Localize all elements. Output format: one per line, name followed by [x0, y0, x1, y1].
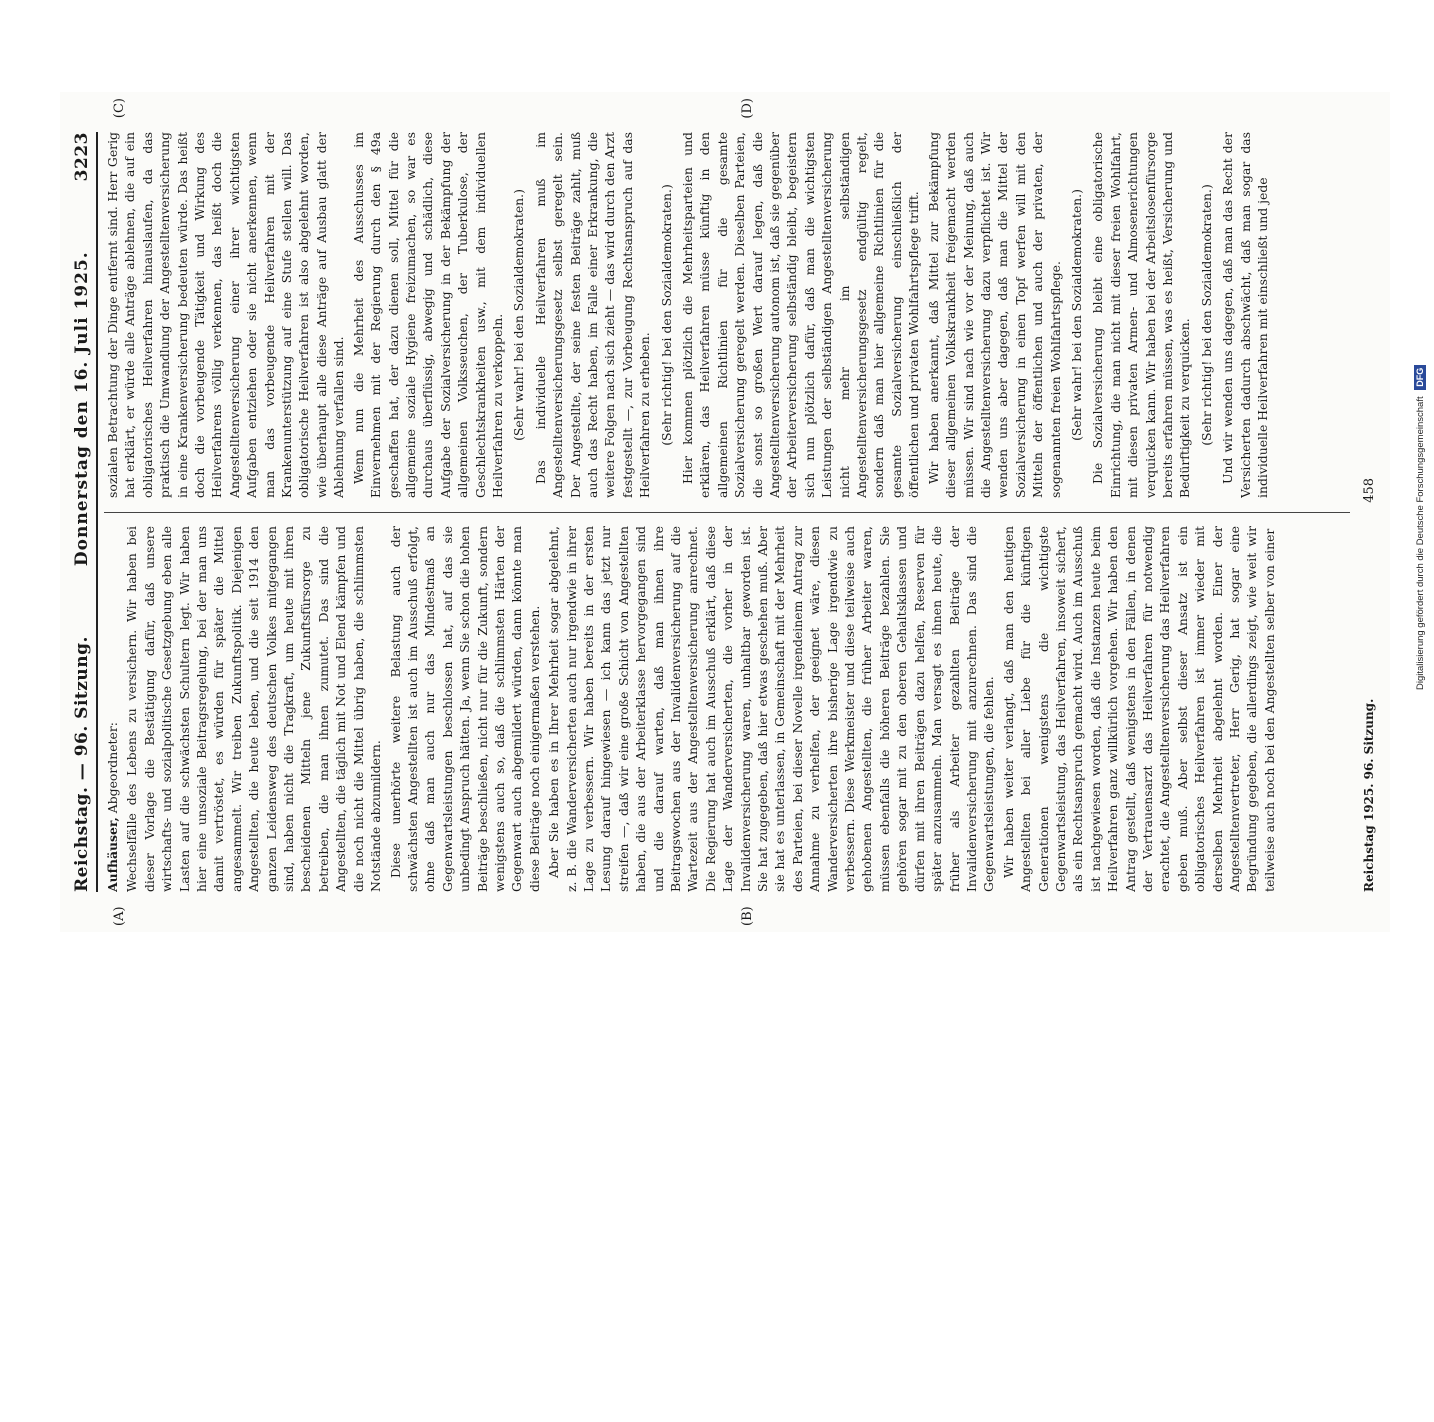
paragraph: Und wir wenden uns dagegen, daß man das Recht der Versicherten dadurch abschwächt, daß man sogar das individuelle Heilverfahren mit einschließt und jede	[1220, 132, 1270, 498]
credit-text: Digitalisierung gefördert durch die Deutsche Forschungsgemeinschaft	[1415, 396, 1426, 690]
paragraph: Wenn nun die Mehrheit des Ausschusses im Einvernehmen mit der Regierung durch den § 49a geschaffen hat, der dazu dienen soll, Mittel für die allgemeine soziale Hygiene freizumachen, so war es durchaus überflüssig, abwegig und schädlich, diese Aufgabe der Sozialversicherung in der Bekämpfung der allgemeinen Volksseuchen, der Tuberkulose, der Geschlechtskrankheiten usw., mit dem individuellen Heilverfahren zu verkoppeln.	[350, 132, 505, 498]
scanned-page	[60, 92, 1377, 1422]
margin-letter-d: (D)	[740, 98, 755, 119]
paragraph: Wir haben anerkannt, daß Mittel zur Bekämpfung dieser allgemeinen Volkskrankheit freigemacht werden müssen. Wir sind nach wie vor der Meinung, daß auch die Angestelltenversicherung dazu verpflichtet ist. Wir wenden uns aber dagegen, daß man die Mittel der Sozialversicherung in einen Topf werfen will mit den Mitteln der öffentlichen und auch der privaten, der sogenannten freien Wohlfahrtspflege.	[925, 132, 1063, 498]
speaker-line	[104, 526, 121, 892]
paragraph: Wir haben weiter verlangt, daß man den heutigen Angestellten bei aller Liebe für die künftigen Generationen wenigstens die wichtigste Gegenwartsleistung, das Heilverfahren, insoweit sichert, als ein Rechtsanspruch gemacht wird. Auch im Ausschuß ist nachgewiesen worden, daß die Instanzen heute beim Heilverfahren ganz willkürlich vorgehen. Wir haben den Antrag gestellt, daß wenigstens in den Fällen, in denen der Vertrauensarzt das Heilverfahren für notwendig erachtet, die Angestelltenversicherung das Heilverfahren geben muß. Aber selbst dieser Ansatz ist ein obligatorisches Heilverfahren ist immer wieder mit derselben Mehrheit abgelehnt worden. Einer der Angestelltenvertreter, Herr Gerig, hat sogar eine Begründung gegeben, die allerdings zeigt, wie weit wir teilweise auch noch bei den Angestellten selber von einer	[1000, 526, 1277, 892]
text-columns	[104, 132, 1350, 892]
right-column	[104, 132, 1350, 498]
paragraph: Wechselfälle des Lebens zu versichern. Wir haben bei dieser Vorlage die Bestätigung dafür, daß unsere wirtschafts- und sozialpolitische Gesetzgebung eben alle Lasten auf die schwächsten Schultern legt. Wir haben hier eine unsoziale Beitragsregelung, bei der man uns damit vertröstet, es würden für später die Mittel angesammelt. Wir treiben Zukunftspolitik. Diejenigen Angestellten, die heute leben, und die seit 1914 den ganzen Leidensweg des deutschen Volkes mitgegangen sind, haben nicht die Tragkraft, um heute mit ihren bescheidenen Mitteln jene Zukunftsfürsorge zu betreiben, die man ihnen zumutet. Das sind die Angestellten, die täglich mit Not und Elend kämpfen und die noch nicht die Mittel übrig haben, die schlimmsten Notstände abzumildern.	[124, 526, 384, 892]
page-footer	[1358, 132, 1380, 892]
paragraph: Das individuelle Heilverfahren muß im Angestelltenversicherungsgesetz selbst geregelt sein. Der Angestellte, der seine festen Beiträge zahlt, muß auch das Recht haben, im Falle einer Erkrankung, die weitere Folgen nach sich zieht — das wird durch den Arzt festgestellt —, zur Vorbeugung Rechtsanspruch auf das Heilverfahren zu erheben.	[532, 132, 653, 498]
applause-note: (Sehr richtig! bei den Sozialdemokraten.)	[1198, 184, 1214, 446]
footer-session: Reichstag 1925. 96. Sitzung.	[1362, 698, 1376, 892]
paragraph: Diese unerhörte weitere Belastung auch der schwächsten Angestellten ist auch im Ausschuß erfolgt, ohne daß man auch nur das Mindestmaß an Gegenwartsleistungen beschlossen hat, auf das sie unbedingt Anspruch hätten. Ja, wenn Sie schon die hohen Beiträge beschließen, nicht nur für die Zukunft, sondern wenigstens auch so, daß die schlimmsten Härten der Gegenwart auch abgemildert würden, dann könnte man diese Beiträge noch einigermaßen verstehen.	[387, 526, 542, 892]
applause-note: (Sehr wahr! bei den Sozialdemokraten.)	[1068, 189, 1084, 441]
speaker-role: Abgeordneter:	[105, 722, 120, 814]
paragraph: Hier kommen plötzlich die Mehrheitsparteien und erklären, das Heilverfahren müsse künftig in den allgemeinen Richtlinien für die gesamte Sozialversicherung geregelt werden. Dieselben Parteien, die sonst so großen Wert darauf legen, daß die Angestelltenversicherung autonom ist, daß sie gegenüber der Arbeiterversicherung selbständig bleibt, begeistern sich nun plötzlich dafür, daß man die wichtigsten Leistungen der selbständigen Angestelltenversicherung nicht mehr im selbständigen Angestelltenversicherungsgesetz endgültig regelt, sondern daß man hier allgemeine Richtlinien für die gesamte Sozialversicherung einschließlich der öffentlichen und privaten Wohlfahrtspflege trifft.	[680, 132, 922, 498]
running-head	[68, 132, 98, 892]
paragraph: Aber Sie haben es in Ihrer Mehrheit sogar abgelehnt, z. B. die Wanderversicherten auch nur irgendwie in ihrer Lage zu verbessern. Wir haben bereits in der ersten Lesung darauf hingewiesen — ich kann das jetzt nur streifen —, daß wir eine große Schicht von Angestellten haben, die aus der Arbeiterklasse hervorgegangen sind und die darauf warten, daß man ihnen ihre Beitragswochen aus der Invalidenversicherung auf die Wartezeit aus der Angestelltenversicherung anrechnet. Die Regierung hat auch im Ausschuß erklärt, daß diese Lage der Wanderversicherten, die vorher in der Invalidenversicherung waren, unhaltbar geworden ist. Sie hat zugegeben, daß hier etwas geschehen muß. Aber sie hat es unterlassen, in Gemeinschaft mit der Mehrheit des Parteien, bei dieser Novelle irgendeinem Antrag zur Annahme zu verhelfen, der geeignet wäre, diesen Wanderversicherten ihre bisherige Lage irgendwie zu verbessern. Diese Werkmeister und diese teilweise auch gehobenen Angestellten, die früher Arbeiter waren, müssen ebenfalls die höheren Beiträge bezahlen. Sie gehören sogar mit zu den oberen Gehaltsklassen und dürfen mit ihren Beiträgen dazu helfen, Reserven für später anzusammeln. Man versagt es ihnen heute, die früher als Arbeiter gezahlten Beiträge der Invalidenversicherung mit anzurechnen. Das sind die Gegenwartsleistungen, die fehlen.	[546, 526, 997, 892]
footer-page-number: 458	[1361, 477, 1377, 503]
left-column	[104, 526, 1350, 892]
header-date: Donnerstag den 16. Juli 1925.	[72, 251, 92, 567]
digitization-credit	[1412, 10, 1430, 690]
paragraph: sozialen Betrachtung der Dinge entfernt sind. Herr Gerig hat erklärt, er würde alle Anträge ablehnen, die auf ein obligatorisches Heilverfahren hinauslaufen, da das praktisch die Umwandlung der Angestelltenversicherung in eine Krankenversicherung bedeuten würde. Das heißt doch die vorbeugende Tätigkeit und Wirkung des Heilverfahrens völlig verkennen, das heißt doch die Angestelltenversicherung einer ihrer wichtigsten Aufgaben entziehen oder sie nicht anerkennen, wenn man das vorbeugende Heilverfahren mit der Krankenunterstützung auf eine Stufe stellen will. Das obligatorische Heilverfahren ist also abgelehnt worden, wie überhaupt alle diese Anträge auf Ausbau glatt der Ablehnung verfallen sind.	[105, 132, 347, 498]
margin-letter-a: (A)	[112, 906, 127, 926]
dfg-logo: DFG	[1414, 365, 1426, 390]
speaker-name: Aufhäuser,	[105, 817, 120, 892]
applause-note: (Sehr wahr! bei den Sozialdemokraten.)	[511, 189, 527, 441]
applause-note: (Sehr richtig! bei den Sozialdemokraten.)	[658, 184, 674, 446]
margin-letter-c: (C)	[112, 98, 127, 119]
header-page-number: 3223	[72, 132, 92, 182]
margin-letter-b: (B)	[740, 906, 755, 926]
header-session: Reichstag. — 96. Sitzung.	[72, 636, 92, 892]
paragraph: Die Sozialversicherung bleibt eine obligatorische Einrichtung, die man nicht mit dieser freien Wohlfahrt, mit diesen privaten Armen- und Almosenerichtungen verquicken kann. Wir haben bei der Arbeitslosenfürsorge bereits erfahren müssen, was es heißt, Versicherung und Bedürftigkeit zu verquicken.	[1090, 132, 1193, 498]
page-sheet	[60, 92, 1390, 932]
